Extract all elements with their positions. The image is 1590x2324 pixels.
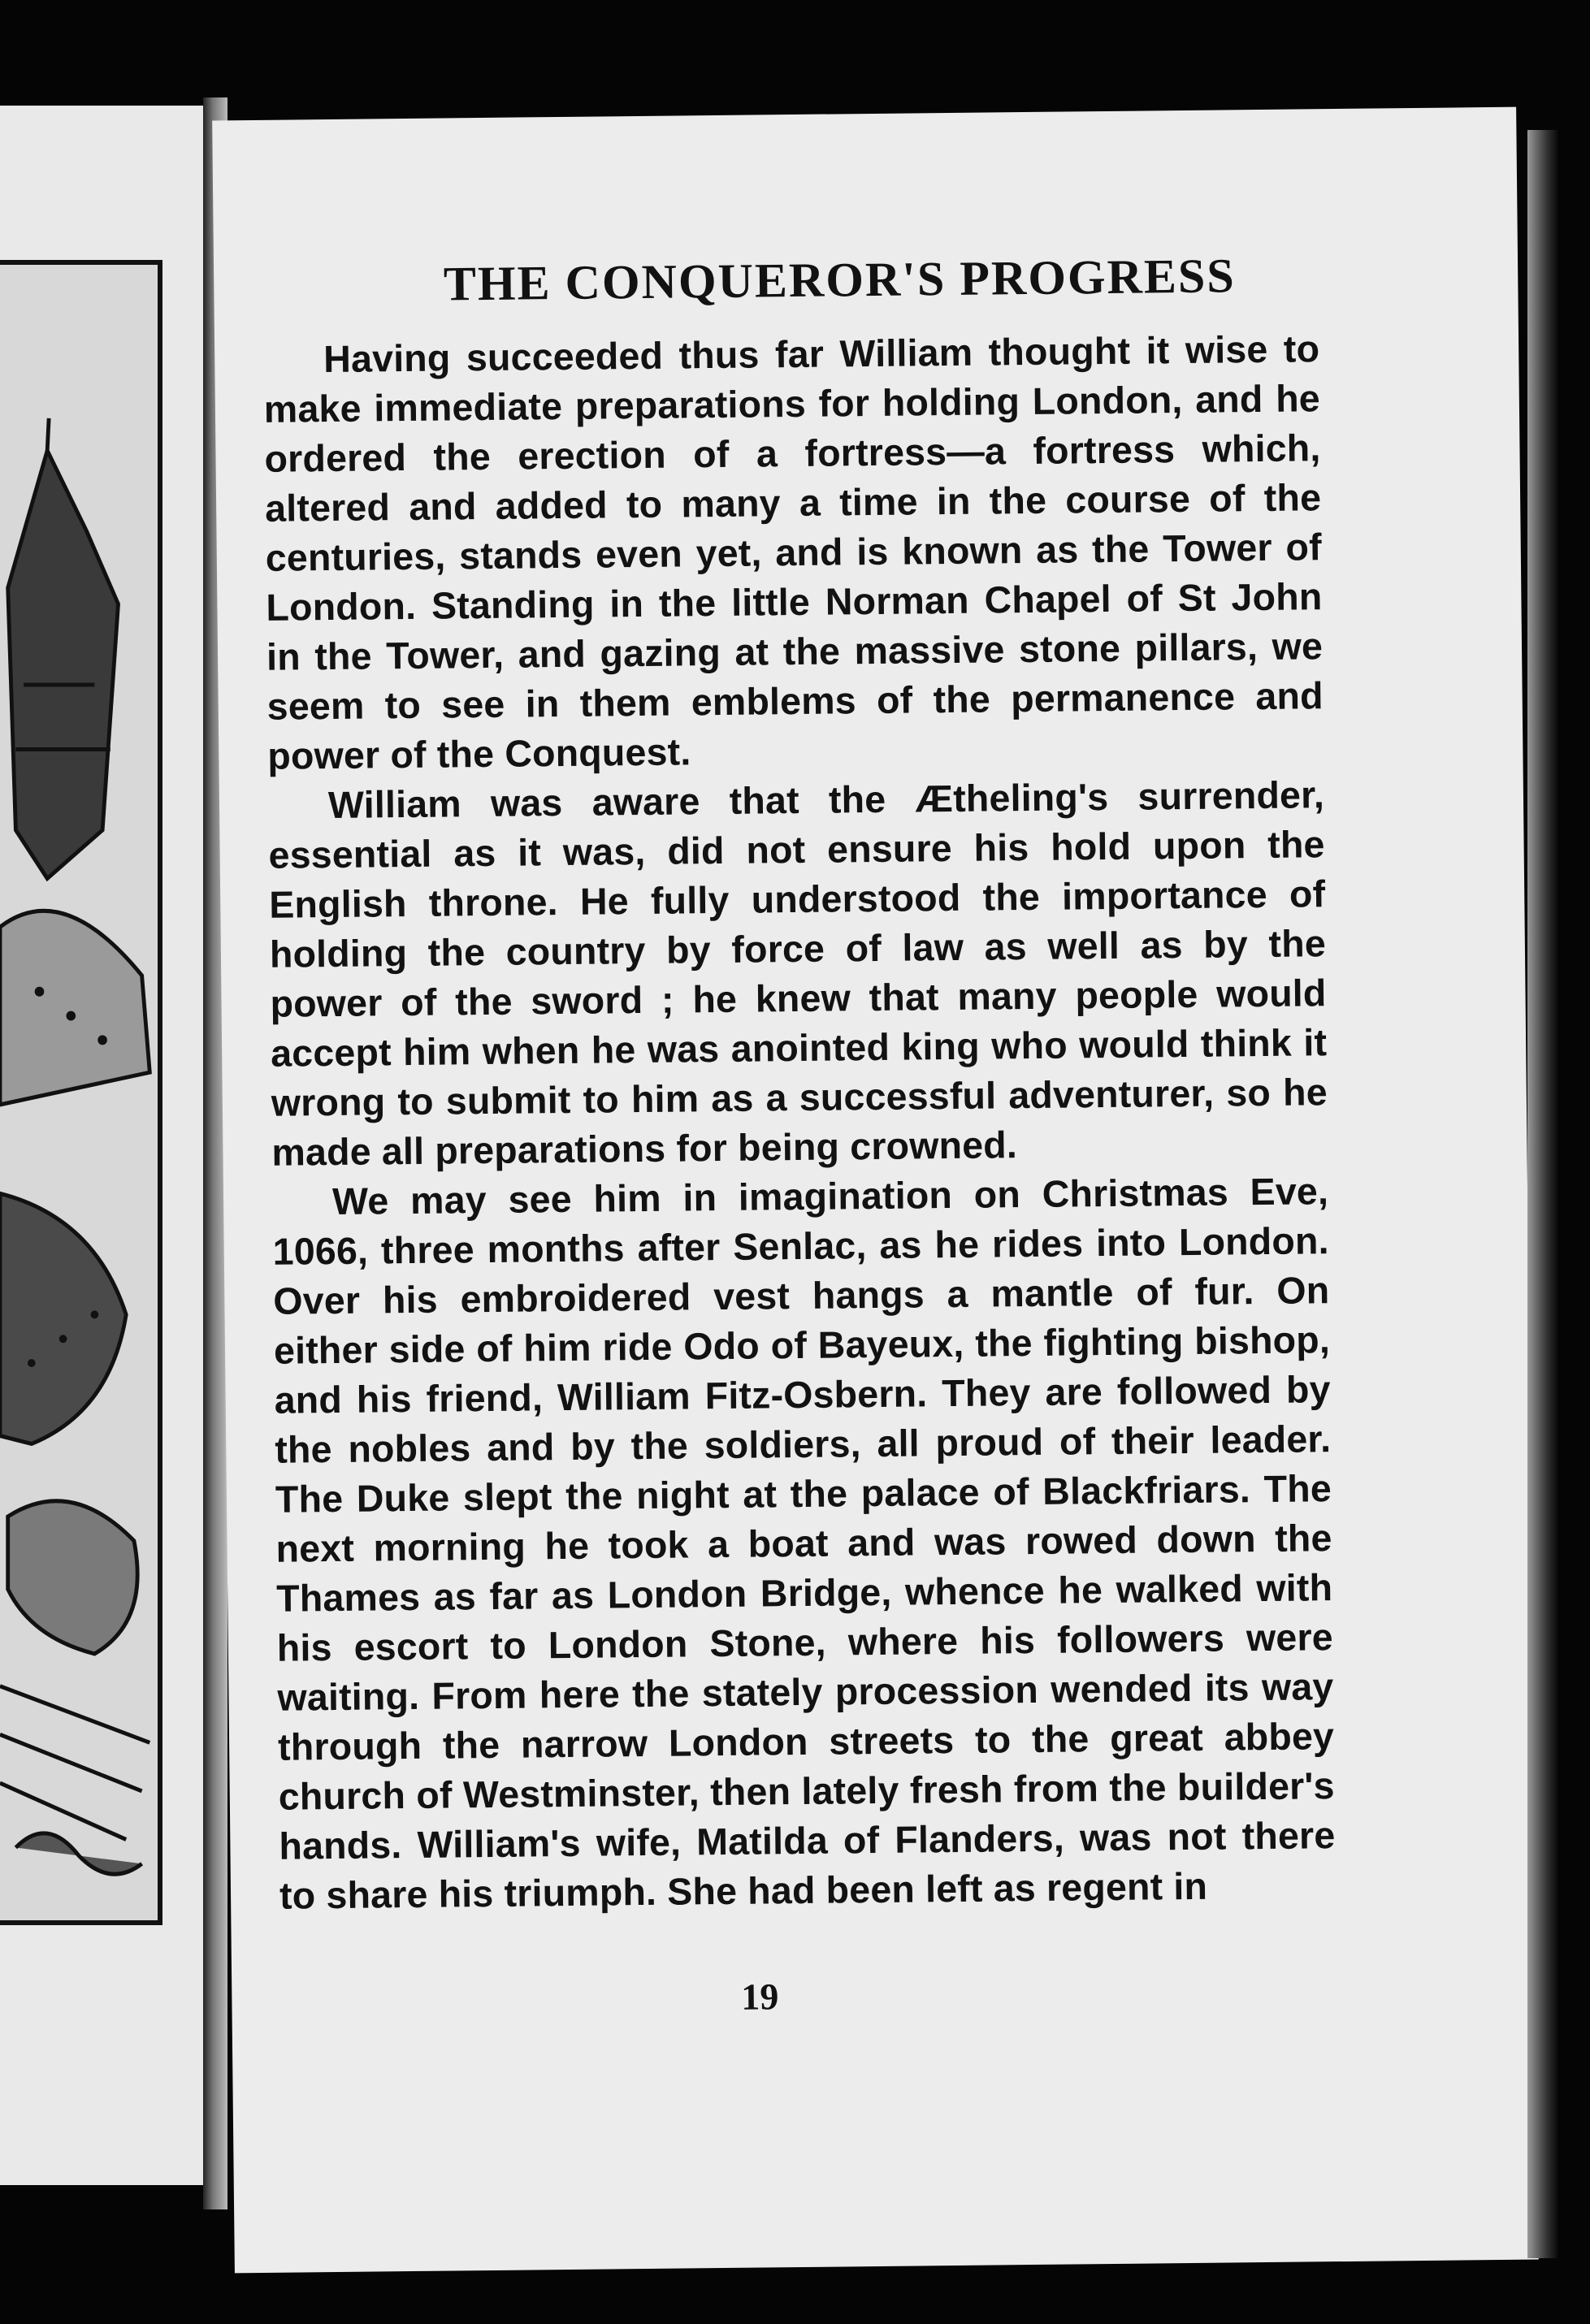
woodcut-illustration-image [0, 265, 158, 1920]
paragraph-1: Having succeeded thus far William thought it wise to make immediate preparations for holding London, and he ordered the erection of a fortress—a fortress which, altered and added to many a time in the course of the centuries, stands even yet, and is known as the Tower of London. Standing in the little Norman Chapel of St John in the Tower, and gazing at the massive stone pillars, we seem to see in them emblems of the permanence and power of the Conquest. [263, 327, 1324, 777]
right-page [212, 107, 1539, 2274]
chapter-heading: THE CONQUEROR'S PROGRESS [443, 249, 1237, 311]
paragraph-3: We may see him in imagination on Christmas Eve, 1066, three months after Senlac, as he rides into London. Over his embroidered vest hangs a mantle of fur. On either side of him ride Odo of Bayeux, the fighting bishop, and his friend, William Fitz-Osbern. They are followed by the nobles and by the soldiers, all proud of their leader. The Duke slept the night at the palace of Blackfriars. The next morning he took a boat and was rowed down the Thames as far as London Bridge, whence he walked with his escort to London Stone, where his followers were waiting. From here the stately procession wended its way through the narrow London streets to the great abbey church of Westminster, then lately fresh from the builder's hands. William's wife, Matilda of Flanders, was not there to share his triumph. She had been left as regent in [272, 1170, 1336, 1917]
text-block [262, 247, 1336, 1921]
left-page [0, 106, 203, 2185]
paragraph-2: William was aware that the Ætheling's surrender, essential as it was, did not ensure his hold upon the English throne. He fully understood the importance of holding the country by force of law as well as by the power of the sword ; he knew that many people would accept him when he was anointed king who would think it wrong to submit to him as a successful adventurer, so he made all preparations for being crowned. [268, 773, 1328, 1174]
page-number: 19 [741, 1976, 779, 2018]
page-edge [1527, 130, 1560, 2258]
left-page-illustration [0, 260, 162, 1925]
